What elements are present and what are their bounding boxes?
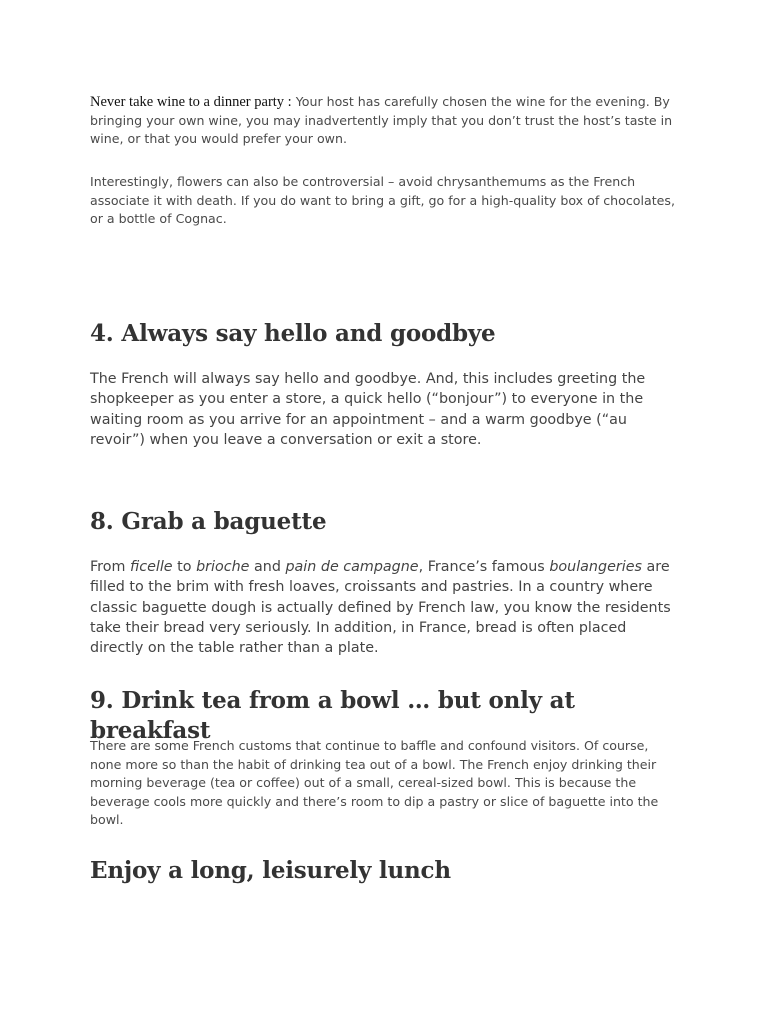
wine-paragraph bbox=[90, 93, 682, 149]
and-word: and bbox=[254, 559, 281, 575]
to-word: to bbox=[177, 559, 192, 575]
section-8-paragraph bbox=[90, 557, 682, 658]
from-word: From bbox=[90, 559, 126, 575]
section-9-heading: 9. Drink tea from a bowl … but only at breakfast bbox=[90, 687, 575, 744]
section-4-heading: 4. Always say hello and goodbye bbox=[90, 320, 496, 347]
wine-lead: Never take wine to a dinner party : bbox=[90, 94, 292, 110]
pain-term: pain de campagne bbox=[285, 559, 419, 575]
section-8-rest: are filled to the brim with fresh loaves, croissants and pastries. In a country where classic baguette dough is actually defined by French law, you know the residents take their bread very seriously. In addition, in France, bread is often placed directly on the table rather than a plate. bbox=[90, 559, 671, 657]
ficelle-term: ficelle bbox=[129, 559, 173, 575]
france-phrase: , France’s famous bbox=[418, 559, 545, 575]
brioche-term: brioche bbox=[196, 559, 250, 575]
boulangeries-term: boulangeries bbox=[549, 559, 642, 575]
wine-text: Your host has carefully chosen the wine for the evening. By bringing your own wine, you may inadvertently imply that you don’t trust the host’s taste in wine, or that you would prefer your own. bbox=[90, 94, 673, 146]
section-9-paragraph: There are some French customs that continue to baffle and confound visitors. Of course, none more so than the habit of drinking tea out of a bowl. The French enjoy drinking their morning beverage (tea or coffee) out of a small, cereal-sized bowl. This is because the beverage cools more quickly and there’s room to dip a pastry or slice of baguette into the bowl. bbox=[90, 738, 659, 827]
section-4-paragraph: The French will always say hello and goodbye. And, this includes greeting the shopkeeper as you enter a store, a quick hello (“bonjour”) to everyone in the waiting room as you arrive for an appointment – and a warm goodbye (“au revoir”) when you leave a conversation or exit a store. bbox=[90, 371, 646, 448]
flowers-paragraph: Interestingly, flowers can also be controversial – avoid chrysanthemums as the French associate it with death. If you do want to bring a gift, go for a high-quality box of chocolates, or a bottle of Cognac. bbox=[90, 174, 675, 226]
section-8-heading: 8. Grab a baguette bbox=[90, 508, 327, 535]
lunch-heading: Enjoy a long, leisurely lunch bbox=[90, 857, 451, 884]
